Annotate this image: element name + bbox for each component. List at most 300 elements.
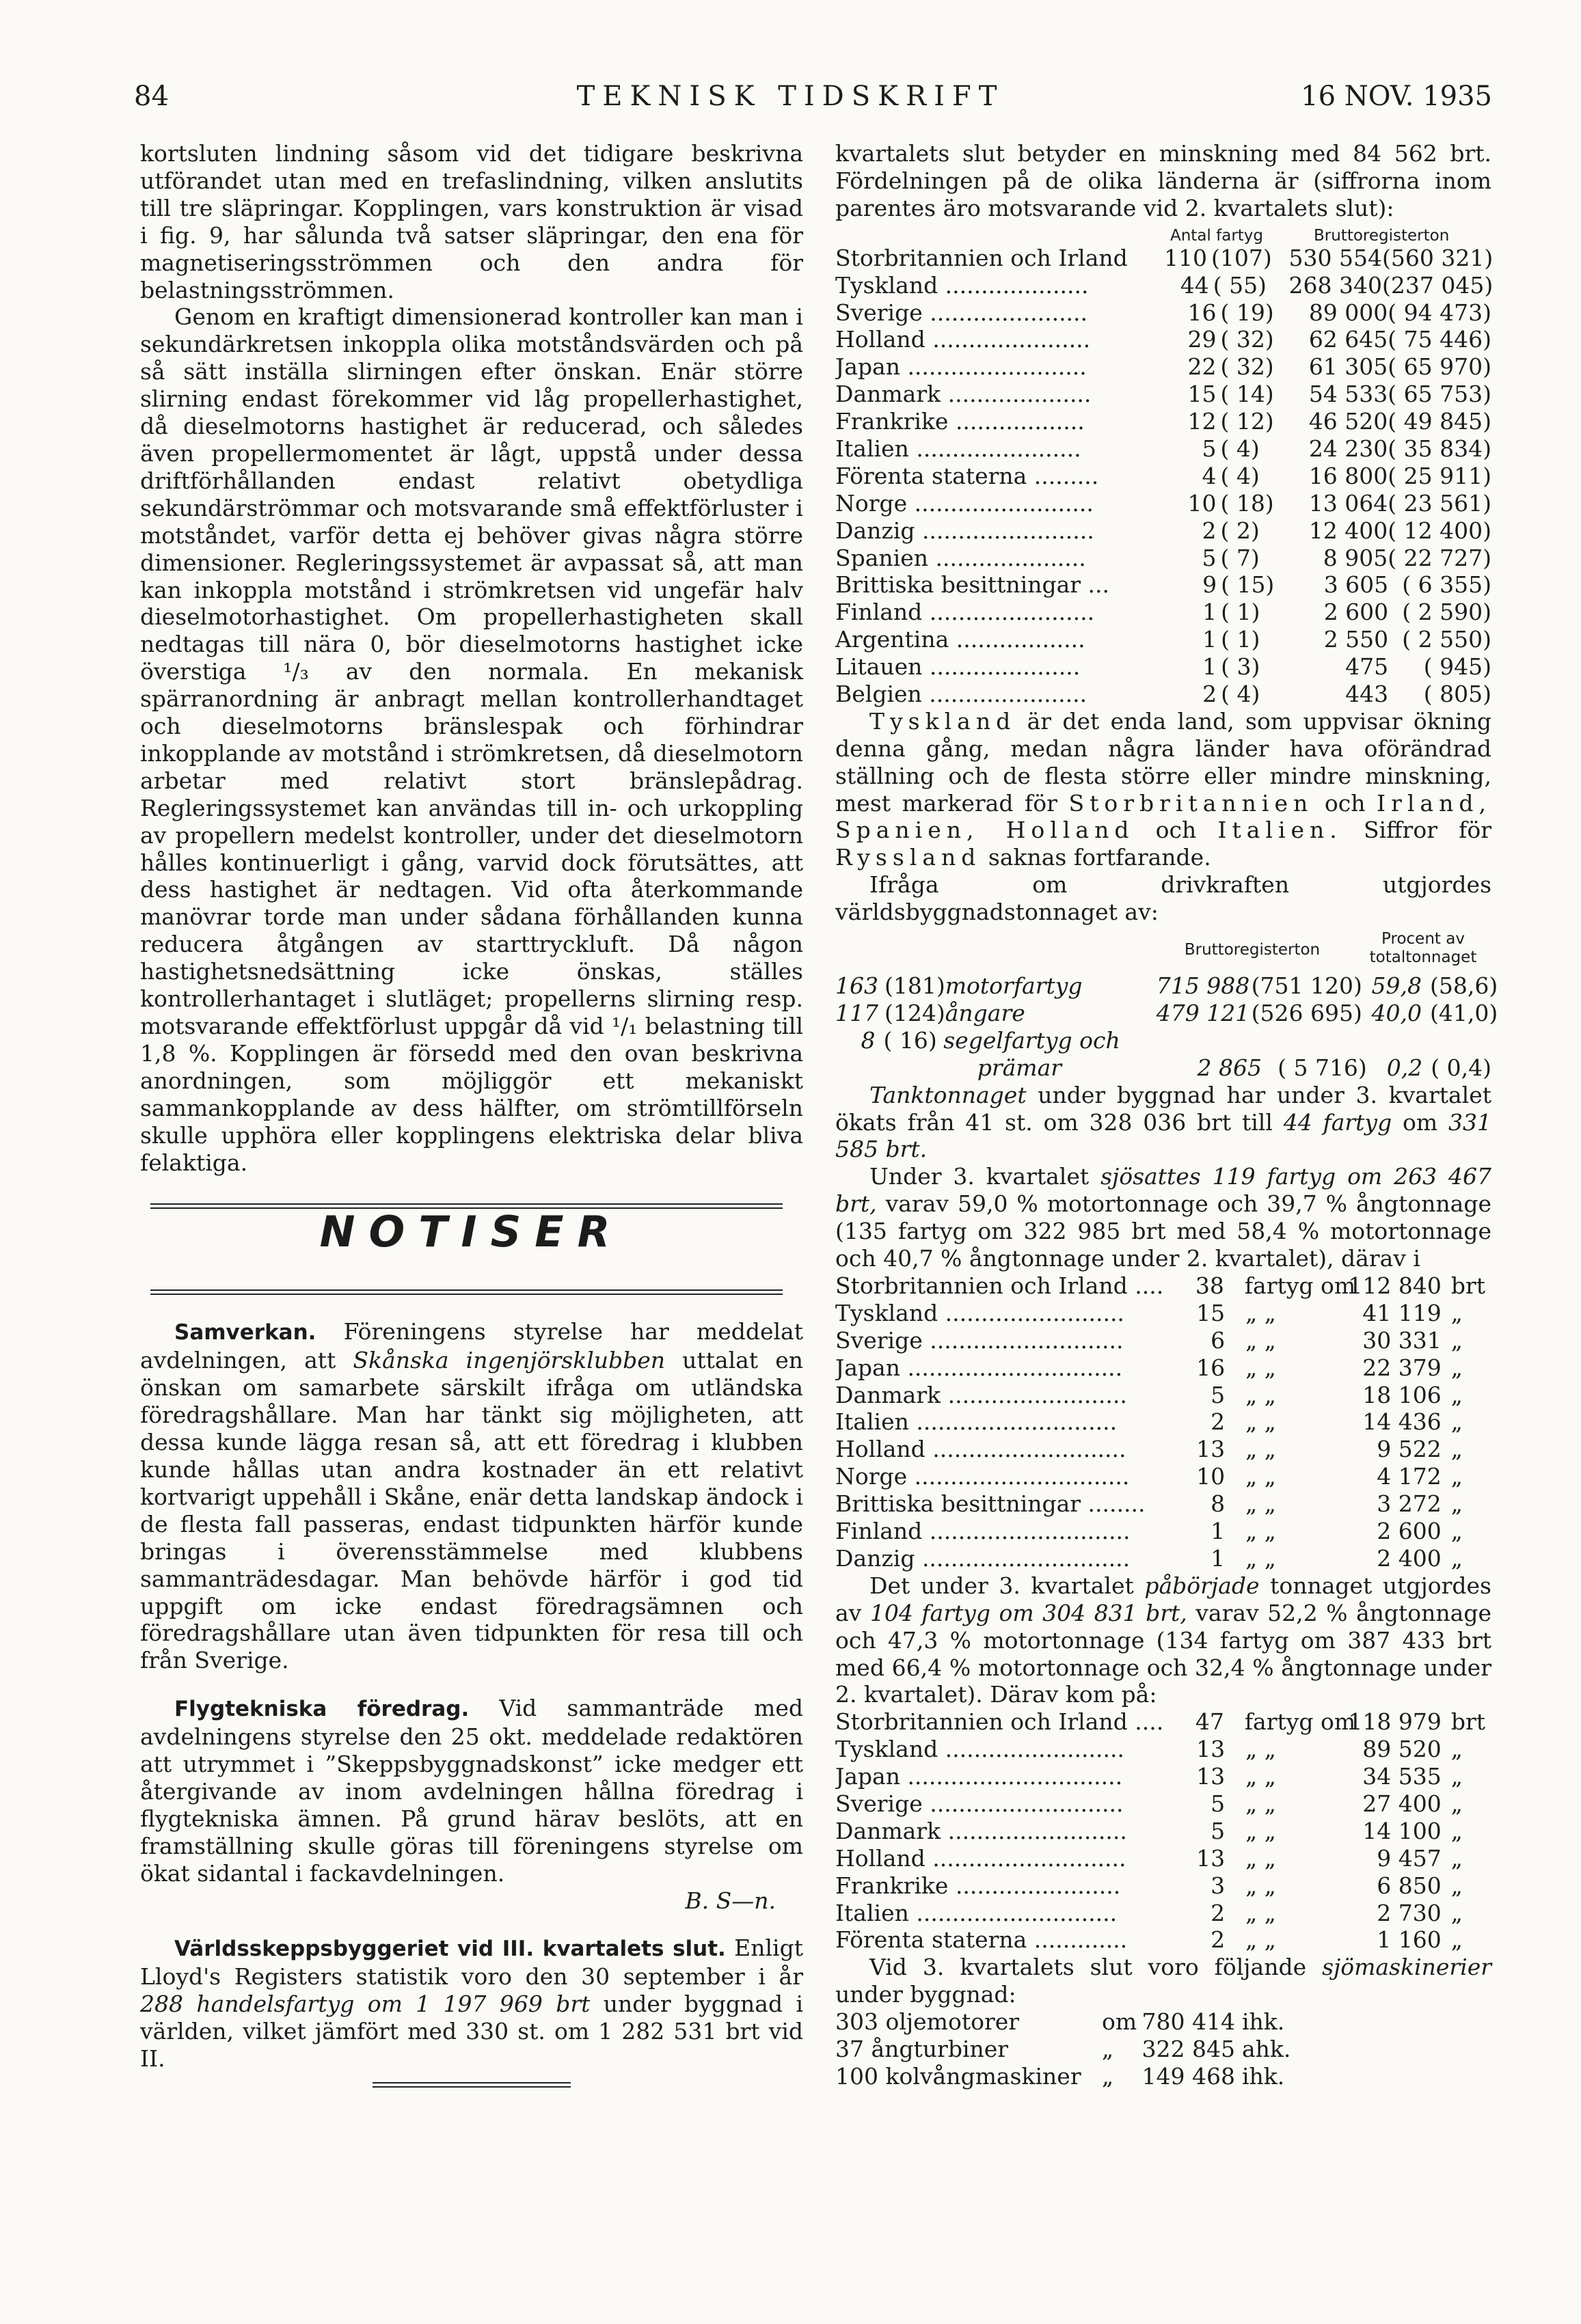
ship-count: 1 [1202, 599, 1217, 626]
table-header [835, 926, 1491, 972]
notice-varldsskeppsbyggeriet: Världsskeppsbyggeriet vid III. kvartalets slut. Enligt Lloyd's Registers statistik voro den 30 september i år 288 handelsfartyg om 1 197 969 brt under byggnad i världen, vilket jämfört med 330 st. om 1 282 531 brt vid II. [140, 1935, 804, 2073]
list-item [835, 1763, 1491, 1790]
ship-count: 1 [1211, 1518, 1226, 1545]
percent [1364, 1027, 1424, 1054]
ship-count: 10 [1196, 1463, 1226, 1490]
tonnage: 3 272 [1377, 1490, 1442, 1518]
table-row [835, 517, 1491, 545]
list-item [835, 1900, 1491, 1927]
article-paragraph: Genom en kraftigt dimensionerad kontroller kan man i sekundärkretsen inkoppla olika motståndsvärden och på så sätt inställa slirningen efter önskan. Enär större slirning endast förekommer vid låg propellerhastighet, då dieselmotorns hastighet är reducerad, och således även propellermomentet är lågt, uppstå under dessa driftförhållanden endast relativt obetydliga sekundärströmmar och motsvarande små effektförluster i motståndet, varför detta ej behöver givas några större dimensioner. Regleringssystemet är avpassat så, att man kan inkoppla motstånd i strömkretsen vid ungefär halv dieselmotorhastighet. Om propellerhastigheten skall nedtagas till nära 0, bör dieselmotorns hastighet icke överstiga ¹/₃ av den normala. En mekanisk spärranordning är anbragt mellan kontrollerhandtaget och dieselmotorns bränslespak och förhindrar inkopplande av motstånd i strömkretsen, då dieselmotorn arbetar med relativt stort bränslepådrag. Regleringssystemet kan användas till in- och urkoppling av propellern medelst kontroller, under det dieselmotorn hålles kontinuerligt i gång, varvid dock förutsättes, att dess hastighet är nedtagen. Vid ofta återkommande manövrar torde man under sådana förhållanden kunna reducera åtgången av starttryckluft. Då någon hastighetsnedsättning icke önskas, ställes kontrollerhantaget i slutläget; propellerns slirning resp. motsvarande effektförlust uppgår då vid ¹/₁ belastning till 1,8 %. Kopplingen är försedd med den ovan beskrivna anordningen, som möjliggör ett mekaniskt sammankopplande av dess hälfter, om strömtillförseln skulle upphöra eller kopplingens elektriska delar bliva felaktiga. [140, 303, 803, 1176]
table-row [835, 1027, 1491, 1054]
ship-count-prev: (107) [1211, 244, 1272, 271]
percent-prev: (41,0) [1430, 1000, 1498, 1026]
unit-text: „ [1450, 1518, 1463, 1545]
country-name: Danmark ......................... [835, 1381, 1127, 1408]
table-row [835, 653, 1491, 681]
tonnage: 16 800 [1308, 462, 1388, 489]
tonnage-prev: (560 321) [1382, 244, 1494, 271]
tonnage-prev: ( 6 355) [1402, 571, 1491, 599]
ship-count-prev: (124) [884, 1000, 945, 1026]
ship-count-prev: (181) [884, 972, 945, 1000]
list-item [835, 1872, 1491, 1900]
country-name: Italien ............................ [835, 1408, 1118, 1436]
table-row [835, 326, 1491, 353]
unit-text: „ [1450, 1817, 1463, 1844]
section-title: NOTISER [319, 1207, 624, 1257]
gross-tonnage [1137, 1027, 1250, 1054]
table-row [835, 435, 1491, 463]
unit-text: „ [1450, 1544, 1463, 1572]
unit-text: „ „ [1245, 1872, 1276, 1899]
ship-count: 8 [861, 1026, 876, 1054]
journal-title: TEKNISK TIDSKRIFT [576, 81, 1005, 112]
tonnage: 9 457 [1377, 1844, 1442, 1872]
tonnage: 118 979 [1348, 1708, 1442, 1736]
unit-text: „ [1450, 1381, 1463, 1408]
ship-count: 2 [1211, 1926, 1226, 1954]
ship-count: 1 [1202, 653, 1217, 681]
column-header: Antal fartyg [1170, 226, 1264, 245]
ship-count-prev: ( 19) [1220, 299, 1274, 326]
ship-count-prev: ( 14) [1220, 381, 1274, 408]
table-row [835, 1000, 1498, 1027]
country-name: Tyskland ......................... [835, 1299, 1124, 1326]
tonnage: 4 172 [1377, 1463, 1442, 1490]
country-name: Japan .............................. [835, 1354, 1123, 1381]
horsepower: 780 414 [1141, 2008, 1235, 2036]
ship-count-prev: ( 2) [1220, 517, 1260, 544]
gross-tonnage: 715 988 [1156, 972, 1250, 1000]
unit-text: „ „ [1245, 1926, 1276, 1954]
percent-prev [1423, 1027, 1491, 1054]
country-name: Förenta staterna ......... [835, 462, 1099, 489]
table-row [835, 408, 1491, 435]
table-row [835, 1054, 1491, 1082]
list-item [835, 1463, 1491, 1490]
propulsion-type: prämar [977, 1054, 1062, 1081]
ship-count: 5 [1202, 435, 1217, 462]
list-item [835, 1818, 1491, 1845]
tonnage-prev: ( 25 911) [1388, 462, 1491, 489]
unit-text: „ [1450, 1490, 1463, 1518]
list-item [835, 1490, 1491, 1518]
unit-text: „ [1450, 1872, 1463, 1899]
ship-count: 2 [1211, 1899, 1226, 1926]
unit-text: fartyg om [1244, 1272, 1356, 1300]
ship-count: 6 [1211, 1326, 1226, 1354]
propulsion-table [835, 972, 1498, 1082]
table-row [835, 626, 1491, 653]
tonnage: 14 436 [1362, 1408, 1442, 1436]
unit-text: „ [1450, 1299, 1463, 1326]
article-paragraph: kortsluten lindning såsom vid det tidigare beskrivna utförandet utan med en trefaslindning, vilken anslutits till tre släpringar. Kopplingen, vars konstruktion är visad i fig. 9, har sålunda två satser släpringar, den ena för magnetiseringsströmmen och den andra för belastningsströmmen. [140, 140, 803, 303]
gross-tonnage: 2 865 [1197, 1054, 1262, 1081]
ship-count-prev: ( 16) [883, 1026, 937, 1054]
ship-count: 13 [1196, 1436, 1226, 1463]
tonnage: 14 100 [1362, 1817, 1442, 1844]
ship-count: 1 [1211, 1544, 1226, 1572]
tonnage: 27 400 [1362, 1790, 1442, 1818]
tonnage-prev: ( 945) [1423, 653, 1491, 681]
list-item [835, 1327, 1491, 1354]
tonnage-prev: ( 23 561) [1388, 489, 1491, 517]
ship-count: 110 [1164, 244, 1207, 271]
column-header: Bruttoregisterton [1184, 941, 1321, 959]
country-name: Belgien ...................... [835, 680, 1087, 707]
tonnage: 46 520 [1308, 408, 1388, 435]
signature: B. S—n. [685, 1887, 776, 1914]
gross-tonnage-prev [1250, 1027, 1364, 1054]
tonnage: 62 645 [1308, 326, 1388, 353]
ship-count: 163 [835, 972, 878, 1000]
table-row [835, 244, 1494, 272]
country-name: Sverige ........................... [835, 1326, 1124, 1354]
ship-count-prev: ( 32) [1220, 326, 1274, 353]
percent-prev: ( 0,4) [1431, 1054, 1491, 1081]
unit-text: ihk. [1242, 2062, 1285, 2090]
ship-count: 3 [1211, 1872, 1226, 1899]
country-name: Holland ........................... [835, 1844, 1126, 1872]
tonnage-prev: ( 22 727) [1388, 544, 1491, 571]
unit-text: „ „ [1245, 1299, 1276, 1326]
country-name: Brittiska besittningar ... [835, 571, 1110, 599]
tonnage: 1 160 [1377, 1926, 1442, 1954]
tonnage: 2 400 [1377, 1544, 1442, 1572]
table-row [835, 599, 1491, 626]
left-column [140, 140, 803, 2088]
unit-text: „ [1450, 1926, 1463, 1954]
country-name: Frankrike .................. [835, 408, 1085, 435]
unit-text: brt [1450, 1708, 1486, 1736]
country-name: Japan .............................. [835, 1763, 1123, 1790]
machinery-type: 37 ångturbiner [835, 2036, 1009, 2063]
country-name: Norge ......................... [835, 489, 1094, 517]
tonnage: 530 554 [1288, 244, 1382, 271]
country-name: Brittiska besittningar ........ [835, 1490, 1146, 1518]
unit-text: „ „ [1245, 1817, 1276, 1844]
country-name: Storbritannien och Irland .... [835, 1708, 1164, 1736]
country-name: Storbritannien och Irland .... [835, 1272, 1164, 1300]
tonnage: 6 850 [1377, 1872, 1442, 1899]
tonnage: 2 550 [1323, 626, 1389, 653]
table-row [835, 299, 1491, 327]
tonnage: 54 533 [1308, 381, 1388, 408]
ship-count: 16 [1196, 1354, 1226, 1381]
country-name: Storbritannien och Irland [835, 244, 1128, 271]
list-item [835, 2008, 1491, 2036]
list-item [835, 1408, 1491, 1436]
notice-heading: Världsskeppsbyggeriet vid III. kvartalets slut. [174, 1937, 726, 1962]
ship-count-prev: ( 1) [1221, 626, 1260, 653]
country-name: Sverige ........................... [835, 1790, 1124, 1818]
table-row [835, 571, 1491, 599]
article-paragraph: kvartalets slut betyder en minskning med 84 562 brt. Fördelningen på de olika länderna är (siffrorna inom parentes äro motsvarande vid 2. kvartalets slut): [835, 140, 1491, 221]
list-item [835, 2036, 1491, 2063]
list-item [835, 2063, 1491, 2090]
tonnage-prev: ( 12 400) [1388, 517, 1491, 544]
ship-count: 5 [1202, 544, 1217, 571]
unit-text: brt [1450, 1272, 1486, 1300]
tonnage-prev: ( 65 970) [1388, 353, 1491, 381]
tonnage-prev: (237 045) [1381, 271, 1494, 299]
ship-count: 2 [1211, 1408, 1226, 1436]
tonnage: 30 331 [1362, 1326, 1442, 1354]
tonnage: 2 730 [1377, 1899, 1442, 1926]
percent: 0,2 [1386, 1054, 1423, 1081]
unit-text: „ „ [1245, 1408, 1276, 1436]
ship-count-prev: ( 32) [1220, 353, 1274, 381]
list-item [835, 1382, 1491, 1409]
ship-count: 15 [1196, 1299, 1226, 1326]
ship-count-prev: ( 55) [1213, 271, 1267, 299]
country-name: Frankrike ....................... [835, 1872, 1121, 1899]
table-row [835, 545, 1491, 572]
ship-count: 12 [1187, 408, 1217, 435]
ship-count: 16 [1187, 299, 1217, 326]
unit-text: „ „ [1245, 1463, 1276, 1490]
ship-count: 8 [1211, 1490, 1226, 1518]
article-paragraph: Det under 3. kvartalet påbörjade tonnaget utgjordes av 104 fartyg om 304 831 brt, varav 52,2 % ångtonnage och 47,3 % motortonnage (134 fartyg om 387 433 brt med 66,4 % motortonnage och 32,4 % ångtonnage under 2. kvartalet). Därav kom på: [835, 1572, 1491, 1708]
unit-text: „ „ [1245, 1436, 1276, 1463]
ship-count: 47 [1195, 1708, 1224, 1736]
launched-list [835, 1272, 1491, 1572]
ship-count-prev: ( 18) [1220, 489, 1274, 517]
unit-text: „ [1450, 1463, 1463, 1490]
article-paragraph: Vid 3. kvartalets slut voro följande sjömaskinerier under byggnad: [835, 1954, 1491, 2008]
ship-count: 5 [1211, 1381, 1226, 1408]
list-item [835, 1272, 1491, 1300]
article-paragraph: Tanktonnaget under byggnad har under 3. kvartalet ökats från 41 st. om 328 036 brt till 44 fartyg om 331 585 brt. [835, 1081, 1491, 1163]
tonnage: 24 230 [1308, 435, 1388, 462]
tonnage: 8 905 [1323, 544, 1388, 571]
propulsion-type: motorfartyg [945, 972, 1083, 1000]
column-header: Procent av totaltonnaget [1369, 930, 1477, 967]
ship-count: 38 [1195, 1272, 1224, 1300]
ship-count: 10 [1187, 489, 1217, 517]
unit-text: „ „ [1245, 1790, 1276, 1818]
country-name: Italien ............................ [835, 1899, 1118, 1926]
tonnage: 9 522 [1377, 1436, 1442, 1463]
tonnage: 41 119 [1362, 1299, 1442, 1326]
country-name: Holland ........................... [835, 1436, 1126, 1463]
list-item [835, 1790, 1491, 1818]
tonnage-prev: ( 65 753) [1388, 381, 1491, 408]
table-row [835, 353, 1491, 381]
unit-text: „ „ [1245, 1899, 1276, 1926]
machinery-type: 303 oljemotorer [835, 2008, 1020, 2036]
country-name: Sverige ...................... [835, 299, 1088, 326]
tonnage: 89 000 [1308, 299, 1388, 326]
unit-text: „ [1450, 1326, 1463, 1354]
unit-text: „ [1450, 1899, 1463, 1926]
right-column [835, 140, 1498, 2090]
begun-list [835, 1708, 1491, 1954]
ship-count-prev: ( 7) [1220, 544, 1260, 571]
unit-text: „ „ [1245, 1518, 1276, 1545]
country-name: Förenta staterna ............. [835, 1926, 1128, 1954]
unit-text: „ „ [1245, 1763, 1276, 1790]
unit-text: „ [1450, 1736, 1463, 1763]
ship-count: 29 [1187, 326, 1217, 353]
tonnage: 89 520 [1362, 1736, 1442, 1763]
machinery-type: 100 kolvångmaskiner [835, 2062, 1081, 2090]
country-name: Finland ............................ [835, 1518, 1131, 1545]
list-item [835, 1354, 1491, 1382]
unit-text: „ [1102, 2062, 1114, 2090]
unit-text: „ „ [1245, 1490, 1276, 1518]
ship-count: 2 [1202, 680, 1217, 707]
propulsion-type: segelfartyg och [943, 1026, 1120, 1054]
notice-samverkan: Samverkan. Föreningens styrelse har meddelat avdelningen, att Skånska ingenjörsklubben uttalat en önskan om samarbete särskilt ifråga om utländska föredragshållare. Man har tänkt sig möjligheten, att dessa kunde lägga resan så, att ett föredrag i klubben kunde hållas utan andra kostnader än ett relativt kortvarigt uppehåll i Skåne, enär detta landskap ändock i de flesta fall passeras, endast tidpunkten härför kunde bringas i överensstämmelse med klubbens sammanträdesdagar. Man behövde härför i god tid uppgift om icke endast föredragsämnen och föredragshållare utan även tidpunkten för resa till och från Sverige. [140, 1318, 803, 1674]
unit-text: „ [1450, 1354, 1463, 1381]
unit-text: „ „ [1245, 1844, 1276, 1872]
ship-count-prev: ( 3) [1221, 653, 1260, 681]
issue-date: 16 NOV. 1935 [1301, 81, 1492, 112]
table-row [835, 490, 1491, 517]
page-number: 84 [134, 81, 169, 112]
notice-heading: Samverkan. [174, 1320, 316, 1345]
ship-count: 44 [1180, 271, 1209, 299]
list-item [835, 1926, 1491, 1954]
article-paragraph: Under 3. kvartalet sjösattes 119 fartyg om 263 467 brt, varav 59,0 % motortonnage och 39,7 % ångtonnage (135 fartyg om 322 985 brt med 58,4 % motortonnage och 40,7 % ångtonnage under 2. kvartalet), därav i [835, 1163, 1491, 1272]
unit-text: „ [1450, 1844, 1463, 1872]
ship-count: 1 [1202, 626, 1217, 653]
gross-tonnage: 479 121 [1156, 1000, 1250, 1026]
table-row [835, 381, 1491, 408]
unit-text: „ [1450, 1408, 1463, 1436]
ship-count-prev: ( 4) [1220, 462, 1260, 489]
article-paragraph: Ifråga om drivkraften utgjordes världsbyggnadstonnaget av: [835, 871, 1491, 926]
country-name: Danmark ......................... [835, 1817, 1127, 1844]
tonnage: 475 [1345, 653, 1389, 681]
divider [150, 1289, 783, 1291]
tonnage: 22 379 [1362, 1354, 1442, 1381]
list-item [835, 1518, 1491, 1545]
tonnage-prev: ( 49 845) [1388, 408, 1491, 435]
ship-count [835, 1054, 872, 1082]
unit-text: „ „ [1245, 1354, 1276, 1381]
divider [150, 1294, 783, 1295]
tonnage: 18 106 [1362, 1381, 1442, 1408]
unit-text: „ „ [1245, 1381, 1276, 1408]
country-name: Norge .............................. [835, 1463, 1130, 1490]
ship-count: 15 [1187, 381, 1217, 408]
tonnage: 2 600 [1323, 599, 1389, 626]
country-name: Danmark .................... [835, 381, 1092, 408]
gross-tonnage-prev: (751 120) [1251, 972, 1362, 1000]
country-name: Tyskland .................... [835, 271, 1089, 299]
divider [150, 1203, 783, 1205]
ship-count-prev: ( 12) [1220, 408, 1274, 435]
horsepower: 322 845 [1141, 2036, 1235, 2063]
notice-flygtekniska: Flygtekniska föredrag. Vid sammanträde med avdelningens styrelse den 25 okt. meddelade redaktören att utrymmet i ”Skeppsbyggnadskonst” icke medger ett återgivande av inom avdelningen hållna föredrag i flygtekniska ämnen. På grund härav beslöts, att en framställning skulle göras till föreningens styrelse om ökat sidantal i fackavdelningen. [140, 1695, 803, 1887]
unit-text: „ [1450, 1436, 1463, 1463]
horsepower: 149 468 [1141, 2062, 1235, 2090]
divider [373, 2086, 571, 2088]
section-header [140, 1202, 803, 1304]
ship-count-prev: ( 4) [1220, 435, 1260, 462]
list-item [835, 1845, 1491, 1872]
gross-tonnage-prev: ( 5 716) [1278, 1054, 1367, 1081]
propulsion-type: ångare [945, 1000, 1025, 1026]
ship-count: 9 [1202, 571, 1217, 599]
tonnage-prev: ( 75 446) [1388, 326, 1491, 353]
article-paragraph: Tyskland är det enda land, som uppvisar ökning denna gång, medan några länder hava oförändrad ställning och de flesta större eller mindre minskning, mest markerad för Storbritannien och Irland, Spanien, Holland och Italien. Siffror för Ryssland saknas fortfarande. [835, 707, 1491, 871]
ship-count: 5 [1211, 1817, 1226, 1844]
notice-heading: Flygtekniska föredrag. [174, 1697, 470, 1722]
country-name: Japan ......................... [835, 353, 1087, 381]
tonnage-prev: ( 2 590) [1402, 599, 1491, 626]
table-header [835, 222, 1491, 245]
ship-count: 22 [1187, 353, 1217, 381]
ship-count: 13 [1196, 1736, 1226, 1763]
unit-text: om [1102, 2008, 1137, 2036]
ship-count: 13 [1196, 1844, 1226, 1872]
tonnage: 12 400 [1308, 517, 1388, 544]
ship-count-prev: ( 4) [1221, 680, 1260, 707]
ship-count: 13 [1196, 1763, 1226, 1790]
table-row [835, 271, 1494, 299]
tonnage-prev: ( 805) [1423, 680, 1491, 707]
unit-text: „ „ [1245, 1544, 1276, 1572]
list-item [835, 1708, 1491, 1736]
tonnage: 112 840 [1348, 1272, 1442, 1300]
tonnage: 13 064 [1308, 489, 1388, 517]
tonnage-prev: ( 94 473) [1388, 299, 1491, 326]
ship-count-prev: ( 15) [1221, 571, 1275, 599]
unit-text: „ „ [1245, 1326, 1276, 1354]
tonnage: 34 535 [1362, 1763, 1442, 1790]
unit-text: „ „ [1245, 1736, 1276, 1763]
table-row [835, 972, 1498, 1000]
list-item [835, 1300, 1491, 1327]
machinery-list [835, 2008, 1491, 2090]
list-item [835, 1736, 1491, 1763]
unit-text: fartyg om [1244, 1708, 1356, 1736]
unit-text: „ [1450, 1790, 1463, 1818]
ship-count: 4 [1202, 462, 1217, 489]
tonnage: 61 305 [1308, 353, 1388, 381]
table-row [835, 681, 1491, 708]
country-name: Holland ...................... [835, 326, 1091, 353]
unit-text: ihk. [1242, 2008, 1285, 2036]
percent: 59,8 [1371, 972, 1422, 1000]
gross-tonnage-prev: (526 695) [1251, 1000, 1362, 1026]
ship-count: 2 [1202, 517, 1217, 544]
country-table [835, 244, 1494, 708]
list-item [835, 1545, 1491, 1572]
unit-text: „ [1450, 1763, 1463, 1790]
country-name: Litauen ..................... [835, 653, 1081, 681]
tonnage: 443 [1345, 680, 1389, 707]
unit-text: ahk. [1242, 2036, 1291, 2063]
ship-count: 117 [835, 1000, 878, 1026]
percent-prev: (58,6) [1430, 972, 1498, 1000]
tonnage: 2 600 [1377, 1518, 1442, 1545]
tonnage: 3 605 [1323, 571, 1389, 599]
tonnage: 268 340 [1288, 271, 1382, 299]
column-header: Bruttoregisterton [1314, 226, 1450, 245]
ship-count-prev [872, 1054, 936, 1082]
country-name: Italien ....................... [835, 435, 1081, 462]
table-row [835, 463, 1491, 490]
country-name: Finland ....................... [835, 599, 1095, 626]
tonnage-prev: ( 35 834) [1388, 435, 1491, 462]
country-name: Danzig ........................ [835, 517, 1094, 544]
ship-count-prev: ( 1) [1221, 599, 1260, 626]
tonnage-prev: ( 2 550) [1402, 626, 1491, 653]
country-name: Tyskland ......................... [835, 1736, 1124, 1763]
